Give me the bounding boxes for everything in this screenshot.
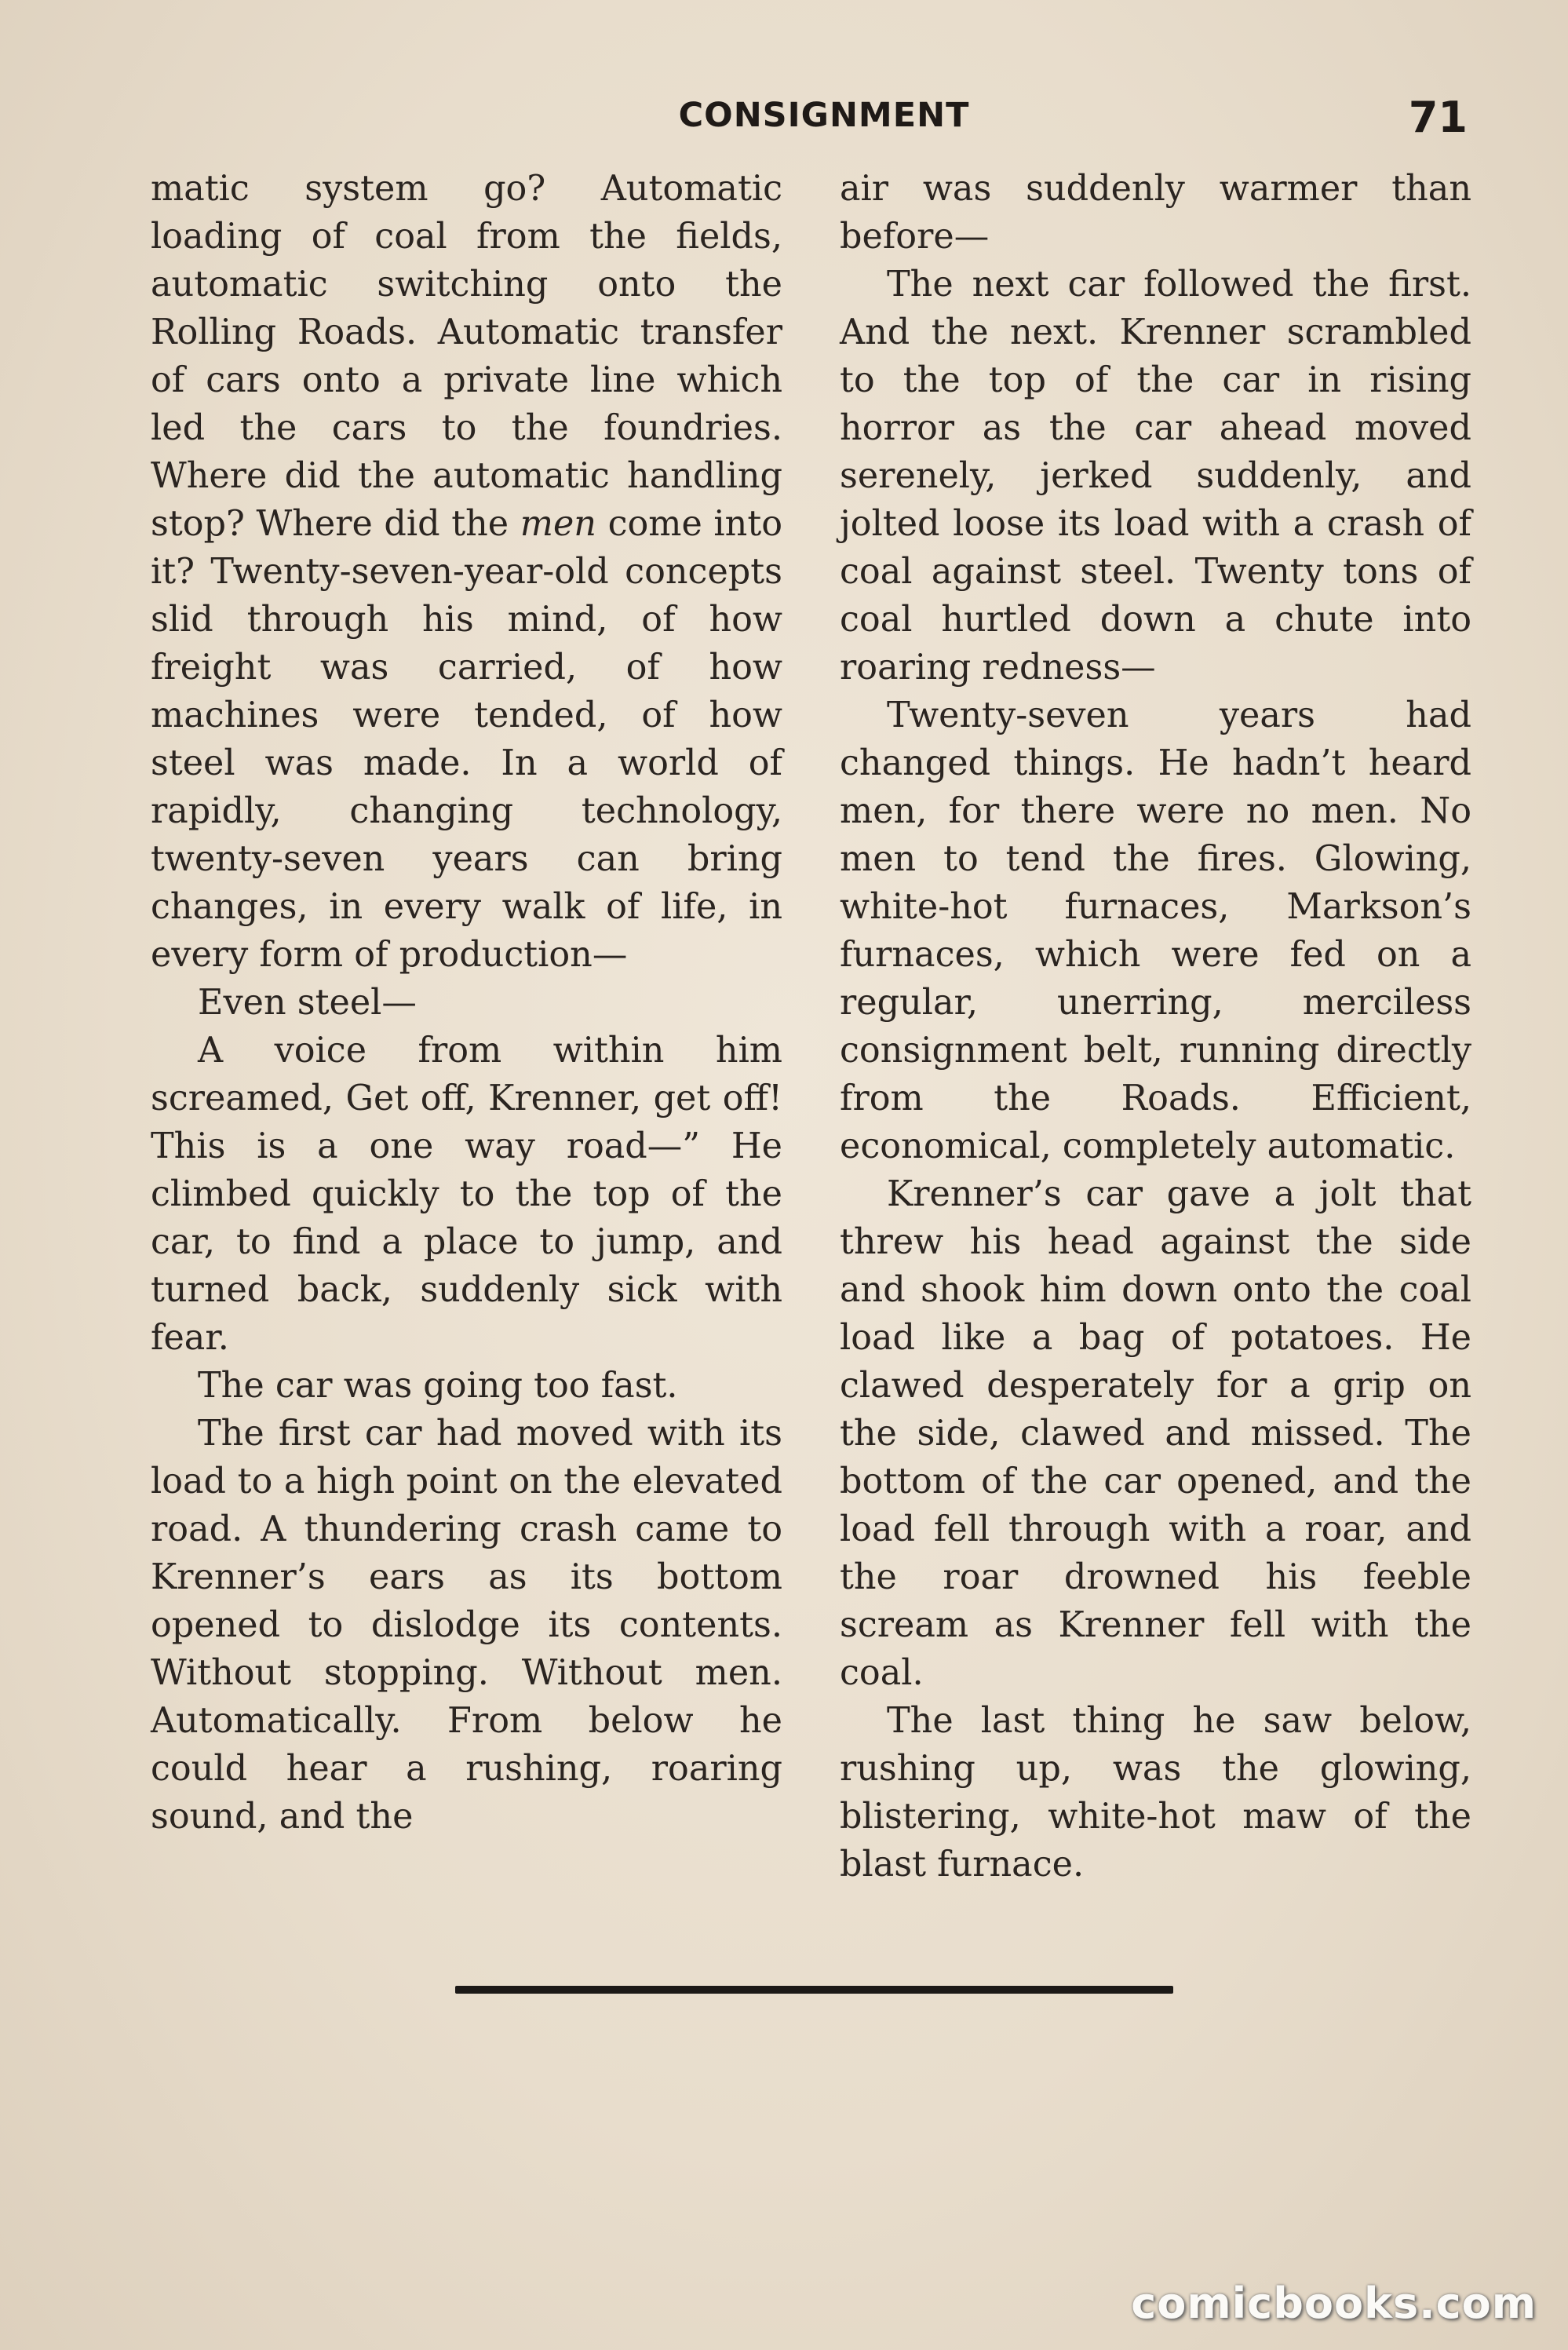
paragraph: The next car followed the first. And the next. Krenner scrambled to the top of the car in rising horror as the car ahead moved serenely, jerked suddenly, and jolted loose its load with a crash of coal against steel. Twenty tons of coal hurtled down a chute into roaring redness— bbox=[840, 265, 1471, 688]
paragraph: matic system go? Automatic loading of coal from the fields, automatic switching onto the Rolling Roads. Automatic transfer of cars onto a private line which led the cars to the foundries. Where did the automatic handling stop? Where did the men come into it? Twenty-seven-year-old concepts slid through his mind, of how freight was carried, of how machines were tended, of how steel was made. In a world of rapidly, changing technology, twenty-seven years can bring changes, in every walk of life, in every form of production— bbox=[151, 169, 782, 975]
paragraph: A voice from within him screamed, Get off, Krenner, get off! This is a one way road—” He climbed quickly to the top of the car, to find a place to jump, and turned back, suddenly sick with fear. bbox=[151, 1031, 782, 1358]
page-header bbox=[149, 93, 1468, 151]
paragraph: The first car had moved with its load to a high point on the elevated road. A thundering crash came to Krenner’s ears as its bottom opened to dislodge its contents. Without stopping. Without men. Automatically. From below he could hear a rushing, roaring sound, and the bbox=[151, 1414, 782, 1837]
left-column bbox=[151, 165, 782, 1841]
paragraph: Even steel— bbox=[198, 983, 417, 1023]
paragraph: air was suddenly warmer than before— bbox=[840, 169, 1471, 257]
paragraph: The car was going too fast. bbox=[198, 1366, 678, 1406]
page-number: 71 bbox=[1408, 93, 1468, 142]
paragraph: Twenty-seven years had changed things. He hadn’t heard men, for there were no men. No men to tend the fires. Glowing, white-hot furnaces, Markson’s furnaces, which were fed on a regular, unerring, merciless consignment belt, running directly from the Roads. Efficient, economical, completely automatic. bbox=[840, 695, 1471, 1166]
running-title: CONSIGNMENT bbox=[678, 96, 970, 135]
watermark: comicbooks.com bbox=[1131, 2279, 1537, 2328]
paragraph: The last thing he saw below, rushing up, was the glowing, blistering, white-hot maw of the blast furnace. bbox=[840, 1701, 1471, 1885]
paragraph: Krenner’s car gave a jolt that threw his head against the side and shook him down onto the coal load like a bag of potatoes. He clawed desperately for a grip on the side, clawed and missed. The bottom of the car opened, and the load fell through with a roar, and the roar drowned his feeble scream as Krenner fell with the coal. bbox=[840, 1174, 1471, 1693]
section-divider-rule bbox=[455, 1986, 1173, 1994]
right-column bbox=[840, 165, 1471, 1888]
